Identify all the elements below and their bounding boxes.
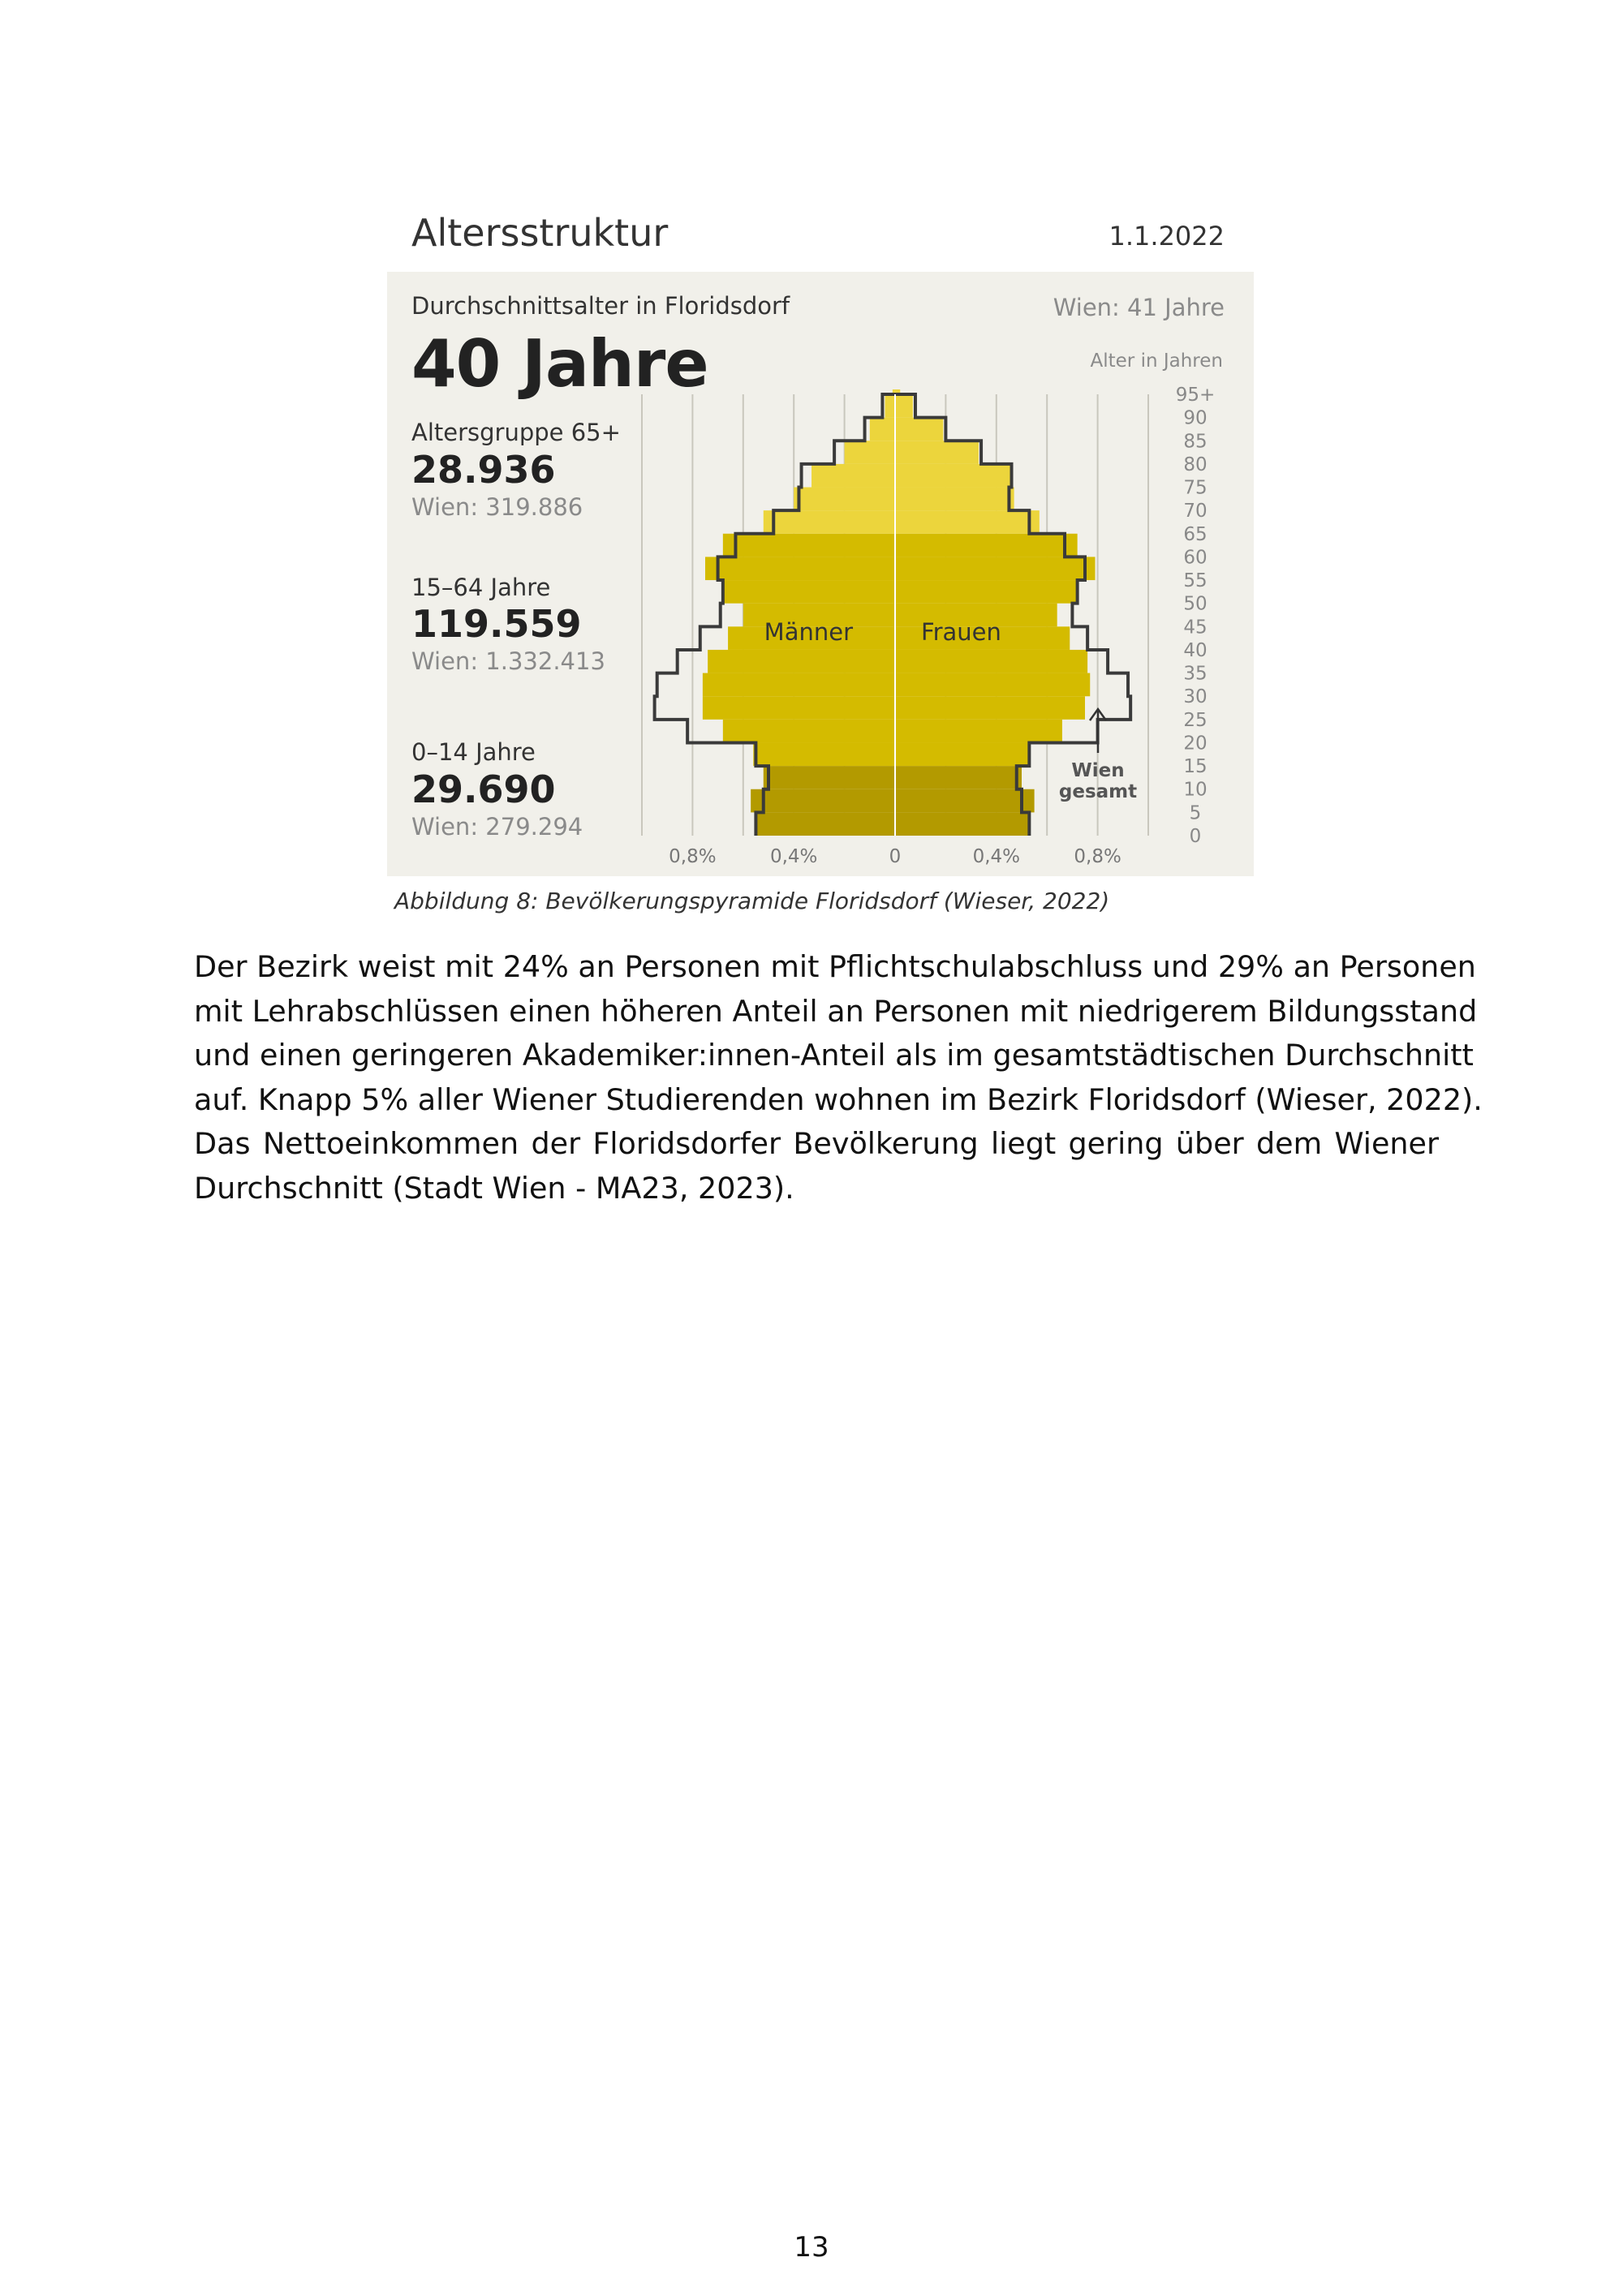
- y-tick-label: 85: [1183, 431, 1208, 453]
- group-15-64-label: 15–64 Jahre: [411, 574, 551, 601]
- group-65plus-wien: Wien: 319.886: [411, 493, 583, 521]
- y-tick-label: 5: [1189, 802, 1202, 824]
- bar-frauen: [895, 720, 1062, 743]
- bar-frauen: [895, 488, 1014, 511]
- group-0-14-label: 0–14 Jahre: [411, 738, 536, 766]
- y-tick-label: 50: [1183, 593, 1208, 615]
- bar-maenner: [703, 673, 895, 697]
- side-label-frauen: Frauen: [921, 618, 1001, 646]
- body-paragraph: [194, 945, 1483, 1210]
- bar-maenner: [764, 510, 895, 534]
- bar-maenner: [723, 534, 895, 557]
- figure-title: Altersstruktur: [411, 211, 669, 255]
- side-label-maenner: Männer: [764, 618, 853, 646]
- bar-maenner: [723, 720, 895, 743]
- group-0-14-value: 29.690: [411, 767, 556, 811]
- wien-label-line2: gesamt: [1058, 781, 1138, 802]
- bar-frauen: [895, 742, 1029, 766]
- x-tick-label: 0,4%: [769, 846, 818, 867]
- y-tick-label: 10: [1183, 779, 1208, 801]
- y-tick-label: 60: [1183, 547, 1208, 569]
- pyramid-chart: [387, 195, 1254, 876]
- y-tick-label: 40: [1183, 639, 1208, 661]
- y-tick-label: 30: [1183, 686, 1208, 708]
- x-tick-label: 0,8%: [669, 846, 717, 867]
- bar-frauen: [895, 766, 1022, 789]
- average-age-label: Durchschnittsalter in Floridsdorf: [411, 292, 790, 320]
- y-tick-label: 35: [1183, 663, 1208, 685]
- y-tick-label: 95+: [1175, 385, 1216, 406]
- body-line: Das Nettoeinkommen der Floridsdorfer Bevölkerung liegt gering über dem Wiener: [194, 1126, 1439, 1161]
- body-line: und einen geringeren Akademiker:innen-Anteil als im gesamtstädtischen Durchschnitt: [194, 1038, 1474, 1073]
- y-tick-label: 75: [1183, 477, 1208, 499]
- average-age-value: 40 Jahre: [411, 326, 708, 402]
- body-line: mit Lehrabschlüssen einen höheren Anteil an Personen mit niedrigerem Bildungsstand: [194, 993, 1478, 1029]
- group-65plus-value: 28.936: [411, 448, 556, 492]
- figure-date: 1.1.2022: [1109, 221, 1225, 252]
- bar-maenner: [703, 696, 895, 720]
- y-tick-label: 15: [1183, 756, 1208, 778]
- y-tick-label: 20: [1183, 733, 1208, 755]
- bar-maenner: [753, 742, 895, 766]
- bar-frauen: [895, 673, 1090, 697]
- wien-label-line1: Wien: [1071, 760, 1125, 781]
- bar-maenner: [794, 488, 895, 511]
- x-tick-label: 0,8%: [1074, 846, 1121, 867]
- bar-maenner: [756, 812, 895, 836]
- bar-frauen: [895, 534, 1078, 557]
- page-number: 13: [794, 2231, 829, 2264]
- bar-maenner: [764, 766, 895, 789]
- bar-maenner: [845, 441, 895, 464]
- bar-frauen: [895, 394, 913, 418]
- y-tick-label: 45: [1183, 617, 1208, 638]
- wien-average-age: Wien: 41 Jahre: [1053, 294, 1225, 321]
- bar-maenner: [705, 557, 895, 580]
- body-line: Durchschnitt (Stadt Wien - MA23, 2023).: [194, 1170, 794, 1206]
- y-tick-label: 0: [1189, 826, 1202, 847]
- group-15-64-value: 119.559: [411, 602, 582, 646]
- bar-frauen: [895, 464, 1012, 488]
- bar-frauen: [895, 418, 943, 441]
- body-line: Der Bezirk weist mit 24% an Personen mit Pflichtschulabschluss und 29% an Personen: [194, 949, 1476, 984]
- bar-maenner: [708, 650, 895, 673]
- bar-maenner: [723, 580, 895, 604]
- bar-frauen: [895, 580, 1078, 604]
- bar-frauen: [895, 557, 1095, 580]
- y-tick-label: 70: [1183, 501, 1208, 522]
- group-65plus-label: Altersgruppe 65+: [411, 419, 621, 446]
- bar-maenner: [751, 789, 895, 813]
- bar-maenner: [870, 418, 895, 441]
- body-line: auf. Knapp 5% aller Wiener Studierenden wohnen im Bezirk Floridsdorf (Wieser, 2022).: [194, 1081, 1483, 1117]
- bar-frauen: [895, 441, 979, 464]
- bar-frauen: [895, 650, 1087, 673]
- y-tick-label: 25: [1183, 709, 1208, 731]
- age-axis-title: Alter in Jahren: [1090, 350, 1223, 372]
- figure-caption: Abbildung 8: Bevölkerungspyramide Floridsdorf (Wieser, 2022): [394, 888, 1110, 914]
- x-tick-label: 0,4%: [972, 846, 1021, 867]
- bar-frauen: [895, 696, 1085, 720]
- bar-frauen: [895, 789, 1035, 813]
- group-0-14-wien: Wien: 279.294: [411, 813, 583, 841]
- bar-maenner: [812, 464, 895, 488]
- x-tick-label: 0: [889, 846, 902, 867]
- y-tick-label: 80: [1183, 454, 1208, 475]
- bar-frauen: [895, 812, 1029, 836]
- y-tick-label: 65: [1183, 523, 1208, 545]
- bar-frauen: [895, 510, 1040, 534]
- y-tick-label: 55: [1183, 570, 1208, 592]
- group-15-64-wien: Wien: 1.332.413: [411, 647, 605, 675]
- bar-maenner: [885, 394, 895, 418]
- y-tick-label: 90: [1183, 407, 1208, 429]
- population-pyramid-figure: [387, 195, 1254, 876]
